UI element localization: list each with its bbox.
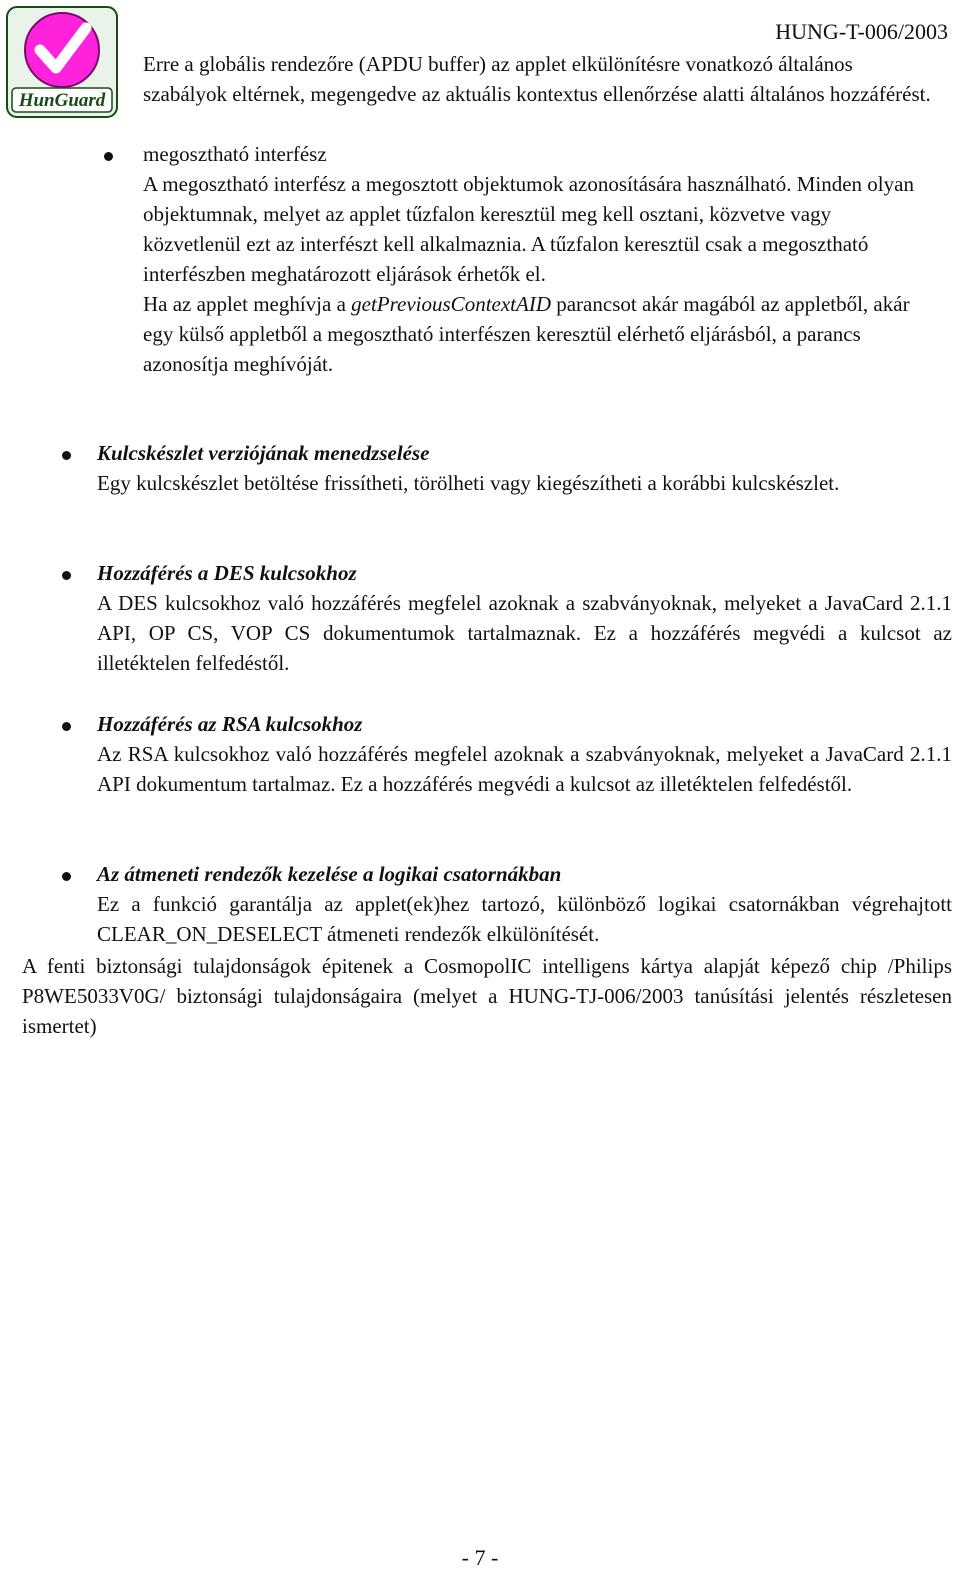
bullet-icon bbox=[62, 451, 71, 460]
bullet-icon bbox=[62, 722, 71, 731]
bullet-icon bbox=[62, 571, 71, 580]
item-heading: Hozzáférés az RSA kulcsokhoz bbox=[97, 712, 363, 736]
list-item bbox=[97, 438, 952, 498]
hunguard-logo bbox=[6, 6, 118, 118]
list-item bbox=[97, 709, 952, 799]
item-body: Az RSA kulcsokhoz való hozzáférés megfelel azoknak a szabványoknak, melyeket a JavaCard 2.1.1 API dokumentum tartalmaz. Ez a hozzáférés megvédi a kulcsot az illetéktelen felfedéstől. bbox=[97, 742, 952, 796]
hunguard-checkmark-icon bbox=[6, 6, 118, 118]
sub-item-paragraph-2 bbox=[143, 289, 933, 379]
document-id: HUNG-T-006/2003 bbox=[775, 19, 948, 44]
list-item bbox=[97, 558, 952, 678]
para2-before: Ha az applet meghívja a bbox=[143, 292, 352, 316]
intro-paragraph bbox=[143, 49, 933, 109]
item-heading: Hozzáférés a DES kulcsokhoz bbox=[97, 561, 357, 585]
bullet-icon bbox=[62, 872, 71, 881]
sub-item bbox=[143, 139, 933, 379]
code-term: getPreviousContextAID bbox=[351, 292, 551, 316]
item-heading: Kulcskészlet verziójának menedzselése bbox=[97, 441, 430, 465]
list-item bbox=[97, 859, 952, 949]
sub-item-title: megosztható interfész bbox=[143, 142, 327, 166]
item-body: Ez a funkció garantálja az applet(ek)hez tartozó, különböző logikai csatornákban végrehajtott CLEAR_ON_DESELECT átmeneti rendezők elkülönítését. bbox=[97, 892, 952, 946]
item-body: Egy kulcskészlet betöltése frissítheti, törölheti vagy kiegészítheti a korábbi kulcskészlet. bbox=[97, 471, 840, 495]
item-heading: Az átmeneti rendezők kezelése a logikai csatornákban bbox=[97, 862, 562, 886]
logo-text: HunGuard bbox=[18, 90, 106, 111]
sub-item-paragraph-1: A megosztható interfész a megosztott objektumok azonosítására használható. Minden olyan objektumnak, melyet az applet tűzfalon keresztül meg kell osztani, közvetve vagy közvetlenül ezt az interfészt kell alkalmaznia. A tűzfalon keresztül csak a megosztható interfészben meghatározott eljárások érhetők el. bbox=[143, 172, 914, 286]
bullet-icon bbox=[104, 152, 113, 161]
intro-text: Erre a globális rendezőre (APDU buffer) az applet elkülönítésre vonatkozó általános szabályok eltérnek, megengedve az aktuális kontextus ellenőrzése alatti általános hozzáférést. bbox=[143, 52, 931, 106]
page-number: - 7 - bbox=[461, 1545, 499, 1570]
closing-text: A fenti biztonsági tulajdonságok épitenek a CosmopolIC intelligens kártya alapját képező chip /Philips P8WE5033V0G/ biztonsági tulajdonságaira (melyet a HUNG-TJ-006/2003 tanúsítási jelentés részletesen ismertet) bbox=[22, 954, 952, 1038]
para2-after: parancsot akár magából az appletből, akár egy külső appletből a megosztható interfészen keresztül elérhető eljárásból, a parancs azonosítja meghívóját. bbox=[143, 292, 910, 376]
item-body: A DES kulcsokhoz való hozzáférés megfelel azoknak a szabványoknak, melyeket a JavaCard 2.1.1 API, OP CS, VOP CS dokumentumok tartalmaznak. Ez a hozzáférés megvédi a kulcsot az illetéktelen felfedéstől. bbox=[97, 591, 952, 675]
closing-paragraph bbox=[22, 951, 952, 1041]
